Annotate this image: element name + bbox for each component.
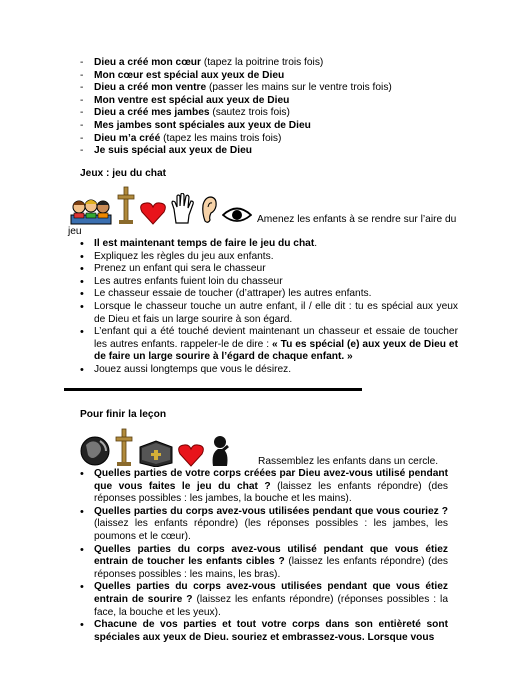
praying-figure-icon	[80, 435, 110, 467]
list-item: • Quelles parties du corps avez-vous utilisées pendant que vous couriez ? (laissez les enfants répondre) (les réponses possibles : les jambes, les poumons et le cœur).	[80, 506, 448, 544]
game-intro-line-2: jeu	[68, 226, 82, 237]
game-heading: Jeux : jeu du chat	[80, 168, 167, 179]
list-item: • Prenez un enfant qui sera le chasseur	[80, 263, 458, 276]
song-line: - Dieu a créé mes jambes (sautez trois fois)	[80, 107, 480, 120]
eye-icon	[222, 205, 252, 225]
cross-icon	[116, 185, 136, 225]
song-line: - Dieu a créé mon ventre (passer les mains sur le ventre trois fois)	[80, 82, 480, 95]
finish-heading: Pour finir la leçon	[80, 409, 167, 420]
list-item: • Jouez aussi longtemps que vous le désirez.	[80, 364, 458, 377]
list-item: • Quelles parties du corps avez-vous utilisées pendant que vous étiez entrain de sourire ? (laissez les enfants répondre) (réponses possibles : la face, la bouche et les yeux).	[80, 581, 448, 619]
list-item: • Chacune de vos parties et tout votre corps dans son entièreté sont spéciales aux yeux de Dieu. souriez et embrassez-vous. Lorsque vous	[80, 619, 448, 644]
list-item: • Quelles parties du corps avez-vous utilisé pendant que vous étiez entrain de toucher les enfants cibles ? (laissez les enfants répondre) (des réponses possibles : les mains, les bras).	[80, 544, 448, 582]
song-line: - Mon cœur est spécial aux yeux de Dieu	[80, 70, 480, 83]
finish-intro: Rassemblez les enfants dans un cercle.	[258, 456, 439, 467]
hand-icon	[170, 193, 196, 225]
game-intro-line-1: Amenez les enfants à se rendre sur l’aire du	[257, 214, 457, 225]
song-lines-list	[80, 57, 480, 158]
game-steps-list	[80, 238, 458, 377]
bible-icon	[138, 437, 174, 467]
heart-icon	[178, 443, 204, 467]
finish-icons-row	[80, 425, 232, 467]
list-item: • Il est maintenant temps de faire le jeu du chat.	[80, 238, 458, 251]
heart-icon	[140, 201, 166, 225]
list-item: • Quelles parties de votre corps créées par Dieu avez-vous utilisé pendant que vous faites le jeu du chat ? (laissez les enfants répondre) (des réponses possibles : les jambes, la bouche et les mains).	[80, 468, 448, 506]
finish-questions-list	[80, 468, 448, 644]
song-line: - Mes jambes sont spéciales aux yeux de Dieu	[80, 120, 480, 133]
children-group-icon	[70, 197, 112, 225]
cross-icon	[114, 427, 134, 467]
list-item: • Les autres enfants fuient loin du chasseur	[80, 276, 458, 289]
kneeling-child-icon	[208, 435, 232, 467]
ear-icon	[200, 195, 218, 225]
list-item: • Le chasseur essaie de toucher (d’attraper) les autres enfants.	[80, 288, 458, 301]
song-line: - Dieu a créé mon cœur (tapez la poitrine trois fois)	[80, 57, 480, 70]
list-item: • Lorsque le chasseur touche un autre enfant, il / elle dit : tu es spécial aux yeux de Dieu et fais un large sourire à son égard.	[80, 301, 458, 326]
song-line: - Dieu m’a créé (tapez les mains trois fois)	[80, 133, 480, 146]
song-line: - Je suis spécial aux yeux de Dieu	[80, 145, 480, 158]
list-item: • Expliquez les règles du jeu aux enfants.	[80, 251, 458, 264]
list-item: • L’enfant qui a été touché devient maintenant un chasseur et essaie de toucher les autres enfants. rappeler-le de dire : « Tu es spécial (e) aux yeux de Dieu et de faire un large sourire à l’égard de chaque enfant. »	[80, 326, 458, 364]
section-divider	[64, 388, 362, 391]
game-icons-row	[70, 185, 252, 225]
song-line: - Mon ventre est spécial aux yeux de Dieu	[80, 95, 480, 108]
